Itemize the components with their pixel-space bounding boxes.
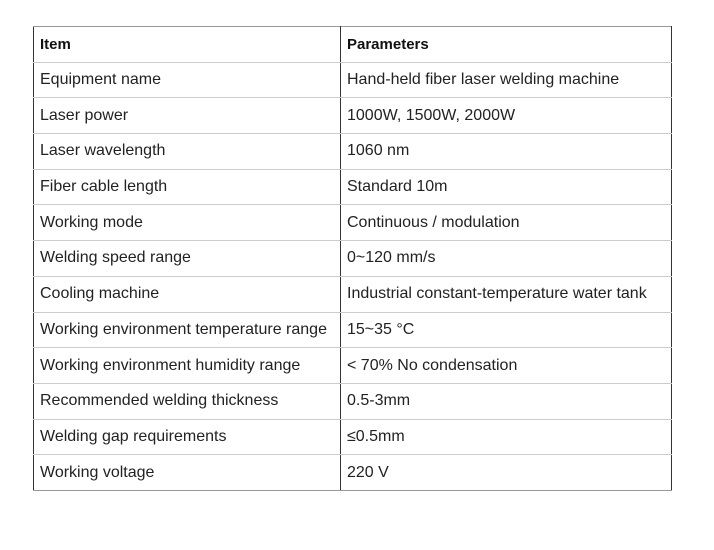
item-cell: Recommended welding thickness: [34, 383, 341, 419]
item-cell: Working mode: [34, 205, 341, 241]
item-cell: Working voltage: [34, 455, 341, 491]
parameter-cell: 1000W, 1500W, 2000W: [341, 98, 672, 134]
parameter-cell: Industrial constant-temperature water tank: [341, 276, 672, 312]
table-row: [34, 62, 672, 98]
item-cell: Laser wavelength: [34, 134, 341, 170]
parameter-cell: 220 V: [341, 455, 672, 491]
parameter-cell: ≤0.5mm: [341, 419, 672, 455]
item-cell: Working environment temperature range: [34, 312, 341, 348]
table-row: [34, 383, 672, 419]
spec-table: [33, 26, 672, 491]
header-row: [34, 27, 672, 63]
item-cell: Laser power: [34, 98, 341, 134]
table-row: [34, 134, 672, 170]
table-row: [34, 205, 672, 241]
column-header-parameters: Parameters: [341, 27, 672, 63]
parameter-cell: 0.5-3mm: [341, 383, 672, 419]
column-header-item: Item: [34, 27, 341, 63]
parameter-cell: 15~35 °C: [341, 312, 672, 348]
item-cell: Welding speed range: [34, 241, 341, 277]
parameter-cell: Hand-held fiber laser welding machine: [341, 62, 672, 98]
item-cell: Cooling machine: [34, 276, 341, 312]
table-row: [34, 169, 672, 205]
parameter-cell: Standard 10m: [341, 169, 672, 205]
table-header: [34, 27, 672, 63]
item-cell: Working environment humidity range: [34, 348, 341, 384]
table-row: [34, 241, 672, 277]
table-row: [34, 312, 672, 348]
item-cell: Fiber cable length: [34, 169, 341, 205]
table-row: [34, 348, 672, 384]
table-row: [34, 455, 672, 491]
parameter-cell: 0~120 mm/s: [341, 241, 672, 277]
table-body: [34, 62, 672, 490]
table-row: [34, 276, 672, 312]
parameter-cell: Continuous / modulation: [341, 205, 672, 241]
item-cell: Welding gap requirements: [34, 419, 341, 455]
item-cell: Equipment name: [34, 62, 341, 98]
table-row: [34, 419, 672, 455]
parameter-cell: 1060 nm: [341, 134, 672, 170]
parameter-cell: < 70% No condensation: [341, 348, 672, 384]
table-row: [34, 98, 672, 134]
